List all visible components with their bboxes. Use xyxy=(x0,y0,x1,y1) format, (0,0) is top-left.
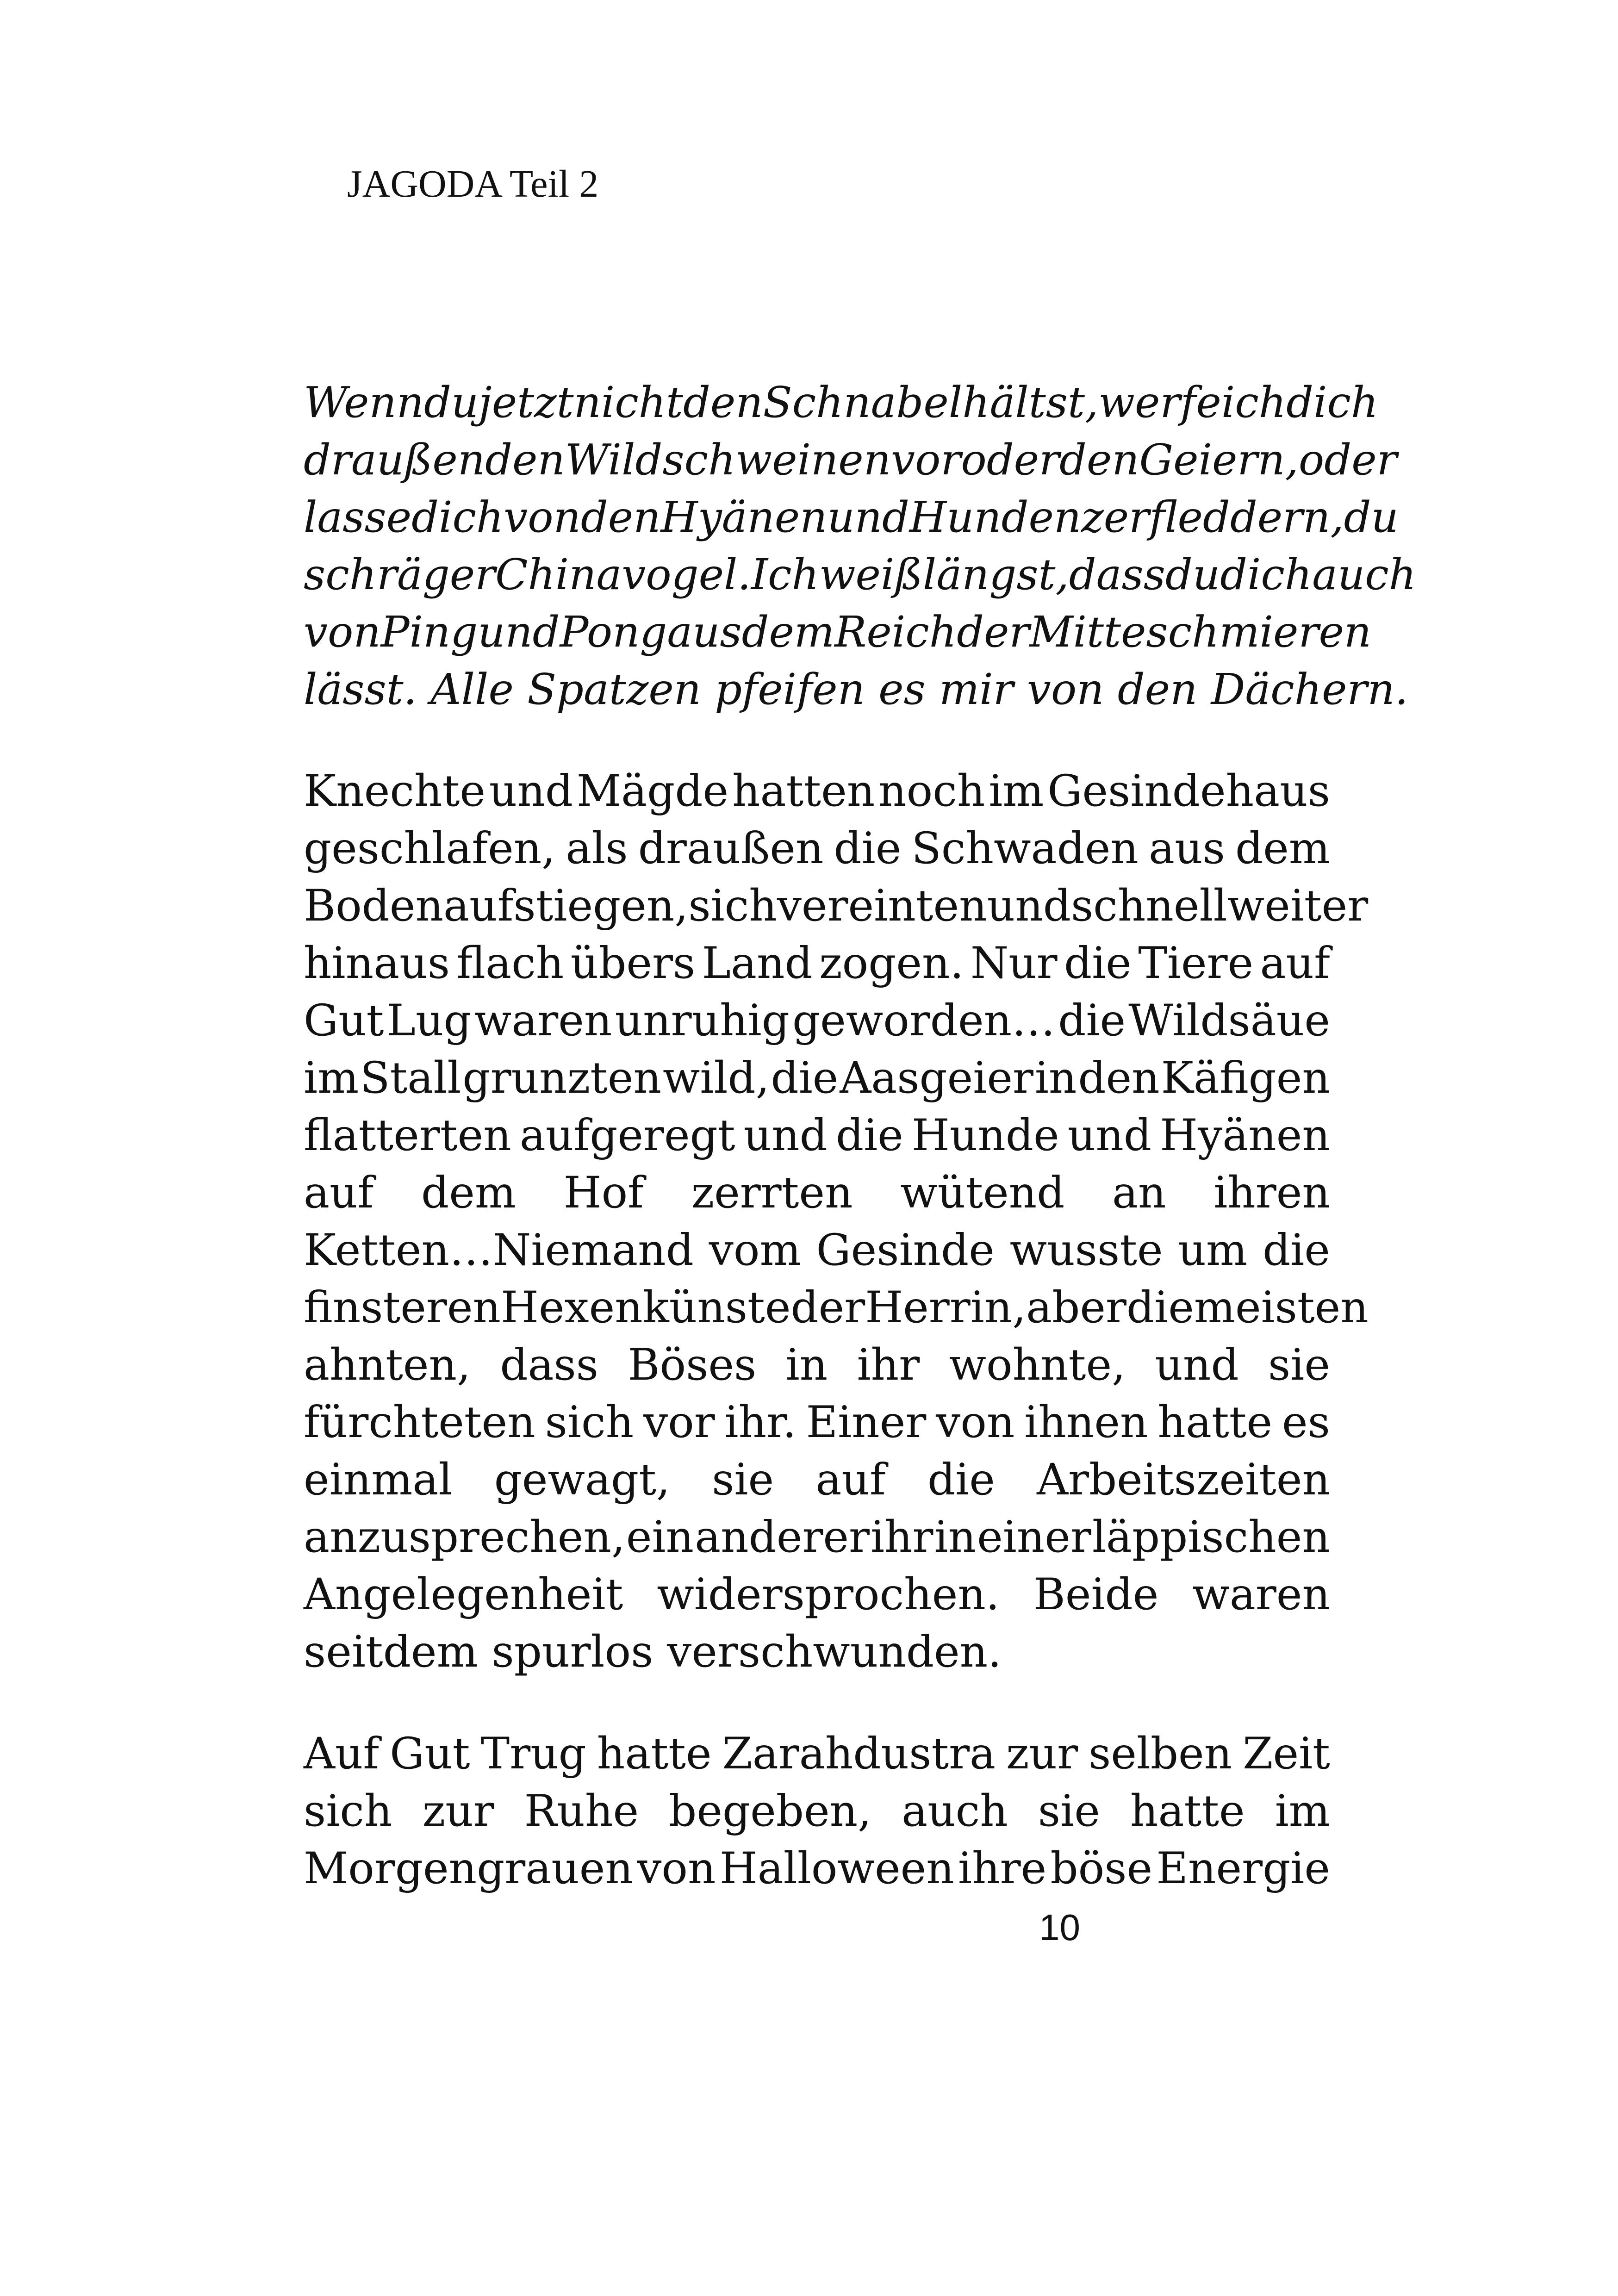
word: oder xyxy=(961,435,1060,485)
word: vom xyxy=(709,1225,801,1276)
word: von xyxy=(637,1843,716,1894)
word: Nur xyxy=(970,938,1058,989)
word: auf xyxy=(1260,938,1330,989)
word: als xyxy=(566,823,628,874)
word: flach xyxy=(456,938,564,989)
quote-line xyxy=(304,604,1372,661)
word: ahnten, xyxy=(304,1340,471,1390)
word: sie xyxy=(712,1455,774,1505)
word: gewagt, xyxy=(494,1455,670,1505)
word: die xyxy=(771,1053,839,1103)
word: die xyxy=(927,1455,995,1505)
word: weiter xyxy=(1227,881,1369,931)
word: einer xyxy=(977,1512,1091,1562)
word: im xyxy=(304,1053,359,1103)
word: dass xyxy=(500,1340,599,1390)
word: zerfleddern, xyxy=(1081,492,1344,542)
word: aus xyxy=(667,607,742,657)
word: von xyxy=(304,607,381,657)
word: Halloween xyxy=(719,1843,954,1894)
word: noch xyxy=(878,766,985,816)
word: Chinavogel. xyxy=(495,550,751,599)
paragraph-line xyxy=(304,992,1330,1050)
word: wohnte, xyxy=(949,1340,1126,1390)
paragraph-line xyxy=(304,1840,1330,1898)
word: Ping xyxy=(380,607,478,657)
paragraph-line xyxy=(304,1164,1330,1222)
word: und xyxy=(987,881,1071,931)
word: läppischen xyxy=(1092,1512,1330,1562)
word: Zeit xyxy=(1243,1729,1330,1779)
word: ihren xyxy=(1214,1168,1330,1218)
paragraph-line xyxy=(304,935,1330,992)
paragraph-line xyxy=(304,1451,1330,1509)
word: hatte xyxy=(1157,1397,1273,1448)
word: der xyxy=(957,607,1030,657)
page-number: 10 xyxy=(1039,1907,1080,1948)
word: Reich xyxy=(834,607,957,657)
word: Herrin, xyxy=(865,1282,1027,1333)
word: Käfigen xyxy=(1161,1053,1330,1103)
word: den xyxy=(485,435,565,485)
word: längst, xyxy=(922,550,1069,599)
word: anzusprechen, xyxy=(304,1512,625,1562)
word: zogen. xyxy=(819,938,964,989)
word: Hyänen xyxy=(1160,1110,1330,1161)
word: vereinten xyxy=(777,881,987,931)
word: den xyxy=(1059,435,1139,485)
word: wild, xyxy=(662,1053,770,1103)
word: Gut xyxy=(304,996,384,1046)
word: sich xyxy=(688,881,777,931)
word: Wildschweinen xyxy=(565,435,891,485)
word: du xyxy=(1344,492,1399,542)
word: dem xyxy=(1235,823,1330,874)
word: dem xyxy=(741,607,835,657)
word: sich xyxy=(304,1786,392,1836)
word: einmal xyxy=(304,1455,453,1505)
word: draußen xyxy=(304,435,485,485)
word: den xyxy=(580,492,661,542)
word: Böses xyxy=(628,1340,757,1390)
paragraph-line xyxy=(304,820,1330,877)
word: an xyxy=(1112,1168,1166,1218)
word: und xyxy=(827,492,909,542)
paragraph-line: seitdem spurlos verschwunden. xyxy=(304,1627,1002,1677)
word: dich xyxy=(1220,550,1313,599)
word: schmieren xyxy=(1146,607,1372,657)
word: im xyxy=(989,766,1044,816)
word: dass xyxy=(1069,550,1165,599)
word: geschlafen, xyxy=(304,823,556,874)
word: hatten xyxy=(732,766,875,816)
word: ihr xyxy=(857,1340,920,1390)
word: werfe xyxy=(1098,378,1221,427)
word: Aasgeier xyxy=(840,1053,1033,1103)
word: Ich xyxy=(751,550,819,599)
paragraph-line xyxy=(304,1050,1330,1107)
word: schnell xyxy=(1070,881,1227,931)
word: Gesinde xyxy=(816,1225,995,1276)
word: es xyxy=(1282,1397,1330,1448)
word: Schwaden xyxy=(911,823,1139,874)
word: ihr xyxy=(870,1512,933,1562)
word: in xyxy=(1034,1053,1077,1103)
word: Pong xyxy=(560,607,667,657)
word: sie xyxy=(1038,1786,1100,1836)
word: draußen xyxy=(638,823,824,874)
word: ihr. xyxy=(724,1397,797,1448)
word: Arbeitszeiten xyxy=(1037,1455,1330,1505)
word: ich xyxy=(1221,378,1287,427)
word: aufstiegen, xyxy=(443,881,689,931)
word: der xyxy=(790,1282,865,1333)
quote-line xyxy=(304,431,1397,489)
word: Ruhe xyxy=(524,1786,639,1836)
word: zur xyxy=(422,1786,494,1836)
word: die xyxy=(835,1110,903,1161)
word: selben xyxy=(1088,1729,1232,1779)
word: ein xyxy=(626,1512,694,1562)
word: anderer xyxy=(695,1512,870,1562)
word: Wildsäue xyxy=(1128,996,1330,1046)
word: waren xyxy=(474,996,612,1046)
word: von xyxy=(936,1397,1015,1448)
word: dem xyxy=(421,1168,516,1218)
word: sie xyxy=(1268,1340,1330,1390)
word: weiß xyxy=(819,550,923,599)
word: du xyxy=(424,378,479,427)
word: ihre xyxy=(958,1843,1047,1894)
word: Wenn xyxy=(304,378,424,427)
word: Hof xyxy=(563,1168,644,1218)
paragraph-line xyxy=(304,1509,1330,1566)
word: Hunde xyxy=(911,1110,1059,1161)
word: Mägde xyxy=(576,766,729,816)
paragraph-line xyxy=(304,1107,1330,1164)
word: hinaus xyxy=(304,938,450,989)
word: wusste xyxy=(1009,1225,1163,1276)
word: waren xyxy=(1192,1569,1330,1620)
paragraph-line xyxy=(304,877,1369,935)
word: hältst, xyxy=(962,378,1099,427)
word: die xyxy=(1058,996,1126,1046)
word: wütend xyxy=(900,1168,1065,1218)
word: auch xyxy=(1312,550,1417,599)
word: Hexenkünste xyxy=(500,1282,791,1333)
word: geworden… xyxy=(792,996,1056,1046)
word: Morgengrauen xyxy=(304,1843,633,1894)
word: und xyxy=(478,607,560,657)
paragraph-line xyxy=(304,1337,1330,1394)
word: und xyxy=(489,766,573,816)
quote-line: lässt. Alle Spatzen pfeifen es mir von den Dächern. xyxy=(304,665,1408,714)
word: nicht xyxy=(573,378,683,427)
word: Stall xyxy=(360,1053,461,1103)
word: Einer xyxy=(806,1397,927,1448)
word: Auf xyxy=(304,1729,380,1779)
word: Gesindehaus xyxy=(1047,766,1330,816)
word: zur xyxy=(1006,1729,1078,1779)
word: Tiere xyxy=(1138,938,1254,989)
word: grunzten xyxy=(462,1053,662,1103)
word: begeben, xyxy=(669,1786,871,1836)
word: Lug xyxy=(386,996,472,1046)
paragraph-line xyxy=(304,1783,1330,1840)
italic-quote xyxy=(304,374,1417,718)
word: Hyänen xyxy=(660,492,828,542)
paragraph-1 xyxy=(304,763,1369,1681)
word: du xyxy=(1165,550,1220,599)
word: sich xyxy=(545,1397,634,1448)
quote-line xyxy=(304,489,1399,546)
word: auf xyxy=(815,1455,886,1505)
word: die xyxy=(1064,938,1132,989)
page-header: JAGODA Teil 2 xyxy=(347,162,599,205)
word: und xyxy=(1155,1340,1239,1390)
word: auch xyxy=(902,1786,1008,1836)
word: von xyxy=(504,492,581,542)
paragraph-line xyxy=(304,1279,1369,1337)
word: Trug xyxy=(480,1729,586,1779)
word: flatterten xyxy=(304,1110,511,1161)
word: böse xyxy=(1050,1843,1153,1894)
paragraph-line xyxy=(304,1566,1330,1624)
word: zerrten xyxy=(691,1168,853,1218)
word: die xyxy=(834,823,902,874)
word: fürchteten xyxy=(304,1397,535,1448)
word: hatte xyxy=(597,1729,712,1779)
word: schräger xyxy=(304,550,496,599)
word: Hunden xyxy=(909,492,1082,542)
word: und xyxy=(1067,1110,1152,1161)
word: im xyxy=(1275,1786,1330,1836)
word: Gut xyxy=(390,1729,470,1779)
quote-line xyxy=(304,374,1379,431)
word: vor xyxy=(890,435,961,485)
word: Energie xyxy=(1156,1843,1330,1894)
word: in xyxy=(785,1340,828,1390)
quote-line xyxy=(304,546,1417,604)
word: oder xyxy=(1298,435,1397,485)
word: hatte xyxy=(1130,1786,1245,1836)
word: aber xyxy=(1026,1282,1126,1333)
word: den xyxy=(683,378,763,427)
word: übers xyxy=(570,938,696,989)
word: finsteren xyxy=(304,1282,501,1333)
word: aus xyxy=(1149,823,1225,874)
word: jetzt xyxy=(479,378,574,427)
word: auf xyxy=(304,1168,374,1218)
word: Geiern, xyxy=(1139,435,1299,485)
paragraph-line xyxy=(304,763,1330,820)
word: in xyxy=(934,1512,977,1562)
word: Schnabel xyxy=(763,378,963,427)
word: Beide xyxy=(1033,1569,1159,1620)
word: lasse xyxy=(304,492,412,542)
word: um xyxy=(1178,1225,1248,1276)
word: vor xyxy=(643,1397,715,1448)
word: die xyxy=(1126,1282,1194,1333)
paragraph-2 xyxy=(304,1725,1330,1898)
word: Knechte xyxy=(304,766,485,816)
word: dich xyxy=(1286,378,1379,427)
word: Angelegenheit xyxy=(304,1569,623,1620)
word: Ketten…Niemand xyxy=(304,1225,694,1276)
word: widersprochen. xyxy=(657,1569,1000,1620)
word: aufgeregt xyxy=(519,1110,735,1161)
word: ihnen xyxy=(1024,1397,1148,1448)
paragraph-line xyxy=(304,1222,1330,1279)
word: und xyxy=(743,1110,828,1161)
word: Zarahdustra xyxy=(722,1729,996,1779)
word: Mitte xyxy=(1029,607,1146,657)
word: dich xyxy=(411,492,504,542)
paragraph-line xyxy=(304,1725,1330,1783)
word: Land xyxy=(702,938,813,989)
paragraph-line xyxy=(304,1394,1330,1451)
word: Boden xyxy=(304,881,444,931)
word: meisten xyxy=(1194,1282,1369,1333)
word: den xyxy=(1078,1053,1160,1103)
word: unruhig xyxy=(615,996,790,1046)
word: die xyxy=(1263,1225,1330,1276)
